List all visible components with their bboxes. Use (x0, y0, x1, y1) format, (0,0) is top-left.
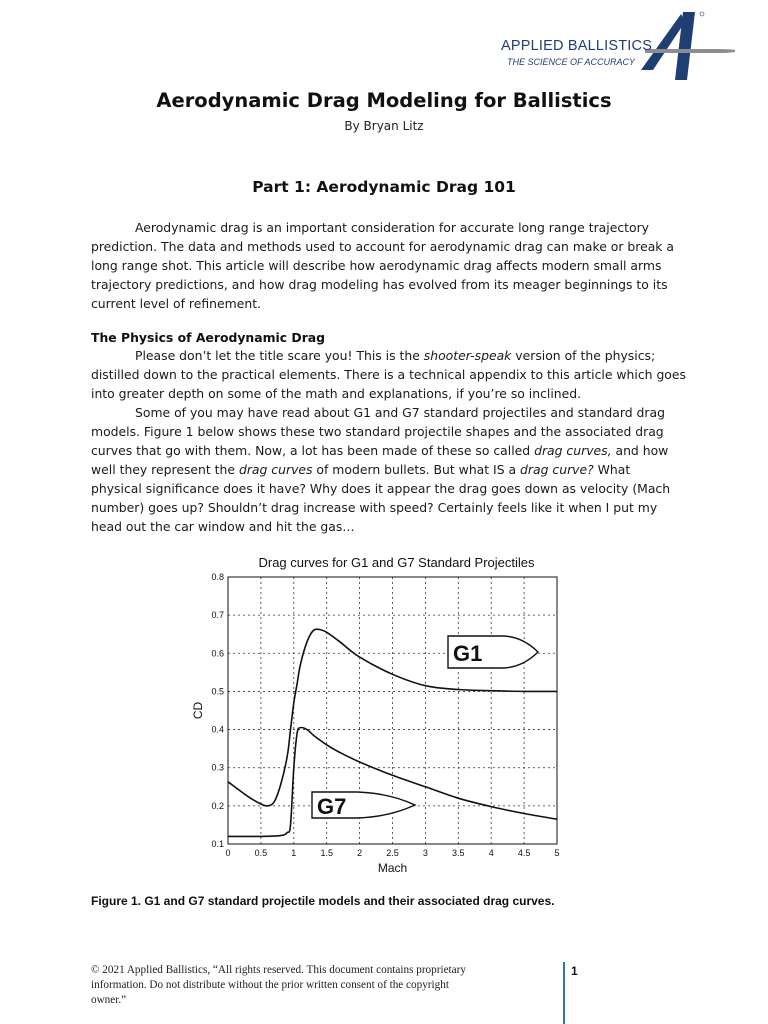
drag-curve-chart (180, 550, 580, 880)
chart-title: Drag curves for G1 and G7 Standard Projectiles (258, 555, 535, 570)
x-tick-label: 5 (554, 848, 560, 858)
intro-paragraph (91, 218, 691, 313)
physics-p2-l3-emphasis: drag curves, (534, 443, 612, 458)
x-tick-label: 3.5 (452, 848, 465, 858)
physics-p2-line-2: models. Figure 1 below shows these two standard projectile shapes and the associated drag (91, 424, 664, 439)
logo-tagline: THE SCIENCE OF ACCURACY (507, 57, 636, 67)
physics-paragraph-2 (91, 403, 691, 536)
intro-line-4: trajectory predictions, and how drag modeling has evolved from its meager beginnings to its (91, 277, 668, 292)
physics-p2-l4-text-a: well they represent the (91, 462, 239, 477)
y-tick-label: 0.5 (211, 686, 224, 697)
physics-p2-line-4 (91, 460, 691, 479)
x-tick-label: 0 (225, 848, 231, 858)
x-tick-label: 4.5 (517, 848, 531, 858)
page-number-rule (563, 962, 565, 1024)
physics-p2-line-5: physical significance does it have? Why does it appear the drag goes down as velocity (Mach (91, 481, 671, 496)
section-heading: The Physics of Aerodynamic Drag (91, 330, 326, 345)
logo-brand-text: APPLIED BALLISTICS (501, 38, 653, 54)
y-axis-label: CD (191, 701, 205, 720)
intro-line-5: current level of refinement. (91, 296, 261, 311)
physics-p2-line-6: number) goes up? Shouldn’t drag increase with speed? Certainly feels like it when I put my (91, 500, 658, 515)
x-tick-label: 1 (291, 848, 297, 858)
physics-p1-text-a: Please don’t let the title scare you! This is the (135, 348, 424, 363)
y-tick-label: 0.1 (211, 839, 224, 849)
copyright-footer (91, 963, 551, 1008)
physics-p2-l3-text-a: curves that go with them. Now, a lot has been made of these so called (91, 443, 535, 458)
x-tick-label: 3 (422, 848, 428, 858)
footer-line-3: owner.” (91, 994, 127, 1006)
physics-p2-l4-text-b: of modern bullets. But what IS a (312, 462, 521, 477)
physics-p2-l4-emphasis-2: drag curve? (520, 462, 594, 477)
physics-paragraph-1 (91, 346, 691, 403)
g7-annotation-label: G7 (317, 794, 347, 819)
y-tick-label: 0.3 (211, 762, 224, 773)
g1-annotation-label: G1 (453, 641, 483, 666)
x-tick-label: 0.5 (254, 848, 268, 858)
intro-line-1: Aerodynamic drag is an important consideration for accurate long range trajectory (135, 220, 650, 235)
footer-line-2: information. Do not distribute without the prior written consent of the copyright (91, 979, 449, 991)
y-tick-label: 0.4 (211, 724, 224, 735)
physics-p1-emphasis: shooter-speak (423, 348, 512, 363)
physics-p2-l3-text-b: and how (611, 443, 669, 458)
physics-p1-line-1 (91, 346, 691, 365)
y-tick-label: 0.2 (211, 800, 224, 811)
physics-p2-line-1: Some of you may have read about G1 and G7 standard projectiles and standard drag (135, 405, 665, 420)
physics-p1-text-b: version of the physics; (511, 348, 656, 363)
y-tick-label: 0.6 (211, 648, 224, 659)
intro-line-2: prediction. The data and methods used to account for aerodynamic drag can make or break a (91, 239, 675, 254)
x-axis-label: Mach (377, 861, 408, 875)
footer-line-1: © 2021 Applied Ballistics, “All rights reserved. This document contains proprietary (91, 964, 466, 976)
y-tick-label: 0.8 (211, 572, 224, 582)
figure-caption: Figure 1. G1 and G7 standard projectile models and their associated drag curves. (91, 894, 555, 908)
physics-p2-l4-text-c: What (593, 462, 631, 477)
x-tick-label: 4 (488, 848, 494, 858)
physics-p1-line-2: distilled down to the practical elements. There is a technical appendix to this article which goes (91, 367, 686, 382)
x-tick-label: 2 (357, 848, 363, 858)
document-title: Aerodynamic Drag Modeling for Ballistics (156, 89, 612, 112)
physics-p1-line-3: into greater depth on some of the math and explanations, if you’re so inclined. (91, 386, 582, 401)
page-number: 1 (571, 964, 578, 978)
x-tick-label: 1.5 (320, 848, 333, 858)
part-title: Part 1: Aerodynamic Drag 101 (252, 178, 516, 196)
y-tick-label: 0.7 (211, 610, 224, 621)
physics-p2-line-3 (91, 441, 691, 460)
applied-ballistics-logo (495, 8, 735, 90)
author-byline: By Bryan Litz (344, 119, 424, 133)
physics-p2-line-7: head out the car window and hit the gas… (91, 519, 355, 534)
intro-line-3: long range shot. This article will describe how aerodynamic drag affects modern small arms (91, 258, 662, 273)
x-tick-label: 2.5 (386, 848, 399, 858)
drag-curve-figure (180, 550, 580, 880)
physics-p2-l4-emphasis: drag curves (238, 462, 313, 477)
